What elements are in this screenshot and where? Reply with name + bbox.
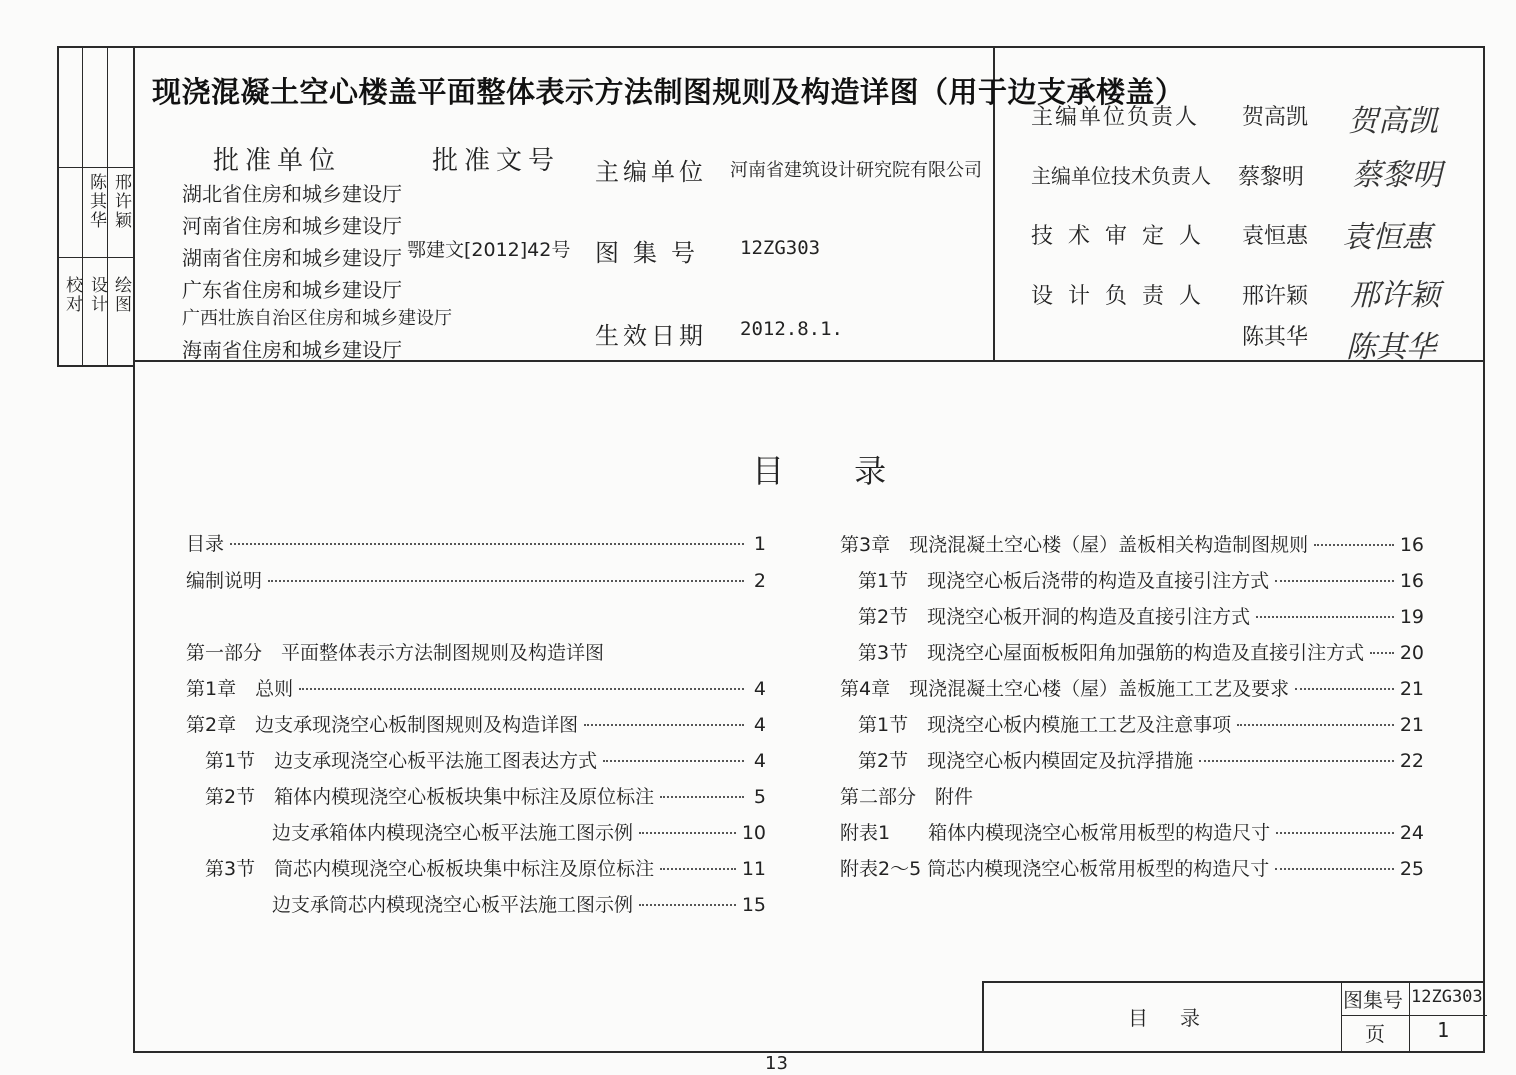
agency-guangdong: 广东省住房和城乡建设厅 <box>182 278 402 302</box>
date-value: 2012.8.1. <box>740 318 843 340</box>
title-block <box>982 981 1485 1051</box>
signature-cai-liming: 蔡黎明 <box>1352 158 1442 193</box>
toc-item-page: 25 <box>1399 858 1424 880</box>
toc-item-text: 第2章 边支承现浇空心板制图规则及构造详图 <box>186 714 579 736</box>
title-block-page-value: 1 <box>1437 1018 1450 1042</box>
title-block-label: 目 录 <box>1128 1006 1206 1030</box>
page-title: 现浇混凝土空心楼盖平面整体表示方法制图规则及构造详图（用于边支承楼盖） <box>152 75 1185 109</box>
toc-item[interactable] <box>186 529 766 556</box>
toc-item[interactable] <box>205 746 766 773</box>
toc-item[interactable] <box>858 710 1424 737</box>
atlas-value: 12ZG303 <box>740 237 821 259</box>
toc-item-page: 4 <box>753 750 766 772</box>
date-label: 生效日期 <box>595 322 707 350</box>
toc-item-page: 21 <box>1399 678 1424 700</box>
toc-item-text: 第1章 总则 <box>186 678 294 700</box>
toc-part-heading <box>840 782 989 809</box>
drafter-name: 邢许颖 <box>111 173 131 230</box>
signature-yuan-henghui: 袁恒惠 <box>1342 220 1432 255</box>
toc-item-page: 22 <box>1399 750 1424 772</box>
toc-item-text: 第1节 边支承现浇空心板平法施工图表达方式 <box>205 750 598 772</box>
toc-item[interactable] <box>272 818 766 845</box>
toc-item-text: 第3节 筒芯内模现浇空心板板块集中标注及原位标注 <box>205 858 655 880</box>
toc-item-text: 第一部分 平面整体表示方法制图规则及构造详图 <box>186 642 605 664</box>
toc-item-page: 19 <box>1399 606 1424 628</box>
toc-item-text: 第二部分 附件 <box>840 786 974 808</box>
designer-name: 陈其华 <box>86 173 106 230</box>
toc-item[interactable] <box>186 710 766 737</box>
name-xing-xuying: 邢许颖 <box>1242 284 1309 309</box>
name-yuan-henghui: 袁恒惠 <box>1242 224 1309 249</box>
sidebar-row-draw: 绘图 <box>111 276 131 314</box>
toc-item-page: 20 <box>1399 642 1424 664</box>
toc-item-text: 第4章 现浇混凝土空心楼（屋）盖板施工工艺及要求 <box>840 678 1290 700</box>
editor-value: 河南省建筑设计研究院有限公司 <box>730 160 982 181</box>
agency-hainan: 海南省住房和城乡建设厅 <box>182 338 402 362</box>
title-block-atlas-label: 图集号 <box>1343 988 1403 1012</box>
sidebar-row-proofread: 校对 <box>62 276 82 314</box>
title-block-page-label: 页 <box>1365 1022 1385 1046</box>
toc-item-text: 第3章 现浇混凝土空心楼（屋）盖板相关构造制图规则 <box>840 534 1309 556</box>
toc-item[interactable] <box>205 854 766 881</box>
editor-label: 主编单位 <box>595 158 707 186</box>
toc-part-heading <box>186 638 620 665</box>
role-tech-chief: 主编单位技术负责人 <box>1031 164 1211 188</box>
signature-chen-qihua: 陈其华 <box>1346 330 1436 365</box>
agency-henan: 河南省住房和城乡建设厅 <box>182 214 402 238</box>
toc-item[interactable] <box>840 854 1424 881</box>
toc-item[interactable] <box>840 530 1424 557</box>
toc-item-page: 1 <box>753 533 766 555</box>
approval-unit-label: 批准单位 <box>213 146 342 176</box>
name-chen-qihua: 陈其华 <box>1242 325 1309 350</box>
signature-sidebar <box>57 46 133 367</box>
toc-item-page: 4 <box>753 678 766 700</box>
toc-heading: 目 录 <box>752 452 917 490</box>
toc-item-text: 第2节 现浇空心板开洞的构造及直接引注方式 <box>858 606 1251 628</box>
toc-item-text: 目录 <box>186 533 225 555</box>
toc-item-page: 4 <box>753 714 766 736</box>
role-chief-unit: 主编单位负责人 <box>1031 105 1200 130</box>
toc-item[interactable] <box>858 566 1424 593</box>
toc-item-page: 10 <box>741 822 766 844</box>
toc-item-text: 第3节 现浇空心屋面板板阳角加强筋的构造及直接引注方式 <box>858 642 1365 664</box>
name-cai-liming: 蔡黎明 <box>1238 165 1305 190</box>
toc-item-page: 16 <box>1399 534 1424 556</box>
agency-hubei: 湖北省住房和城乡建设厅 <box>182 182 402 206</box>
toc-item-page: 16 <box>1399 570 1424 592</box>
agency-guangxi: 广西壮族自治区住房和城乡建设厅 <box>182 308 452 329</box>
toc-item-page: 11 <box>741 858 766 880</box>
toc-item[interactable] <box>186 674 766 701</box>
toc-item-text: 边支承箱体内模现浇空心板平法施工图示例 <box>272 822 634 844</box>
toc-item-text: 第1节 现浇空心板后浇带的构造及直接引注方式 <box>858 570 1270 592</box>
role-design-lead: 设计负责人 <box>1031 284 1217 309</box>
toc-item[interactable] <box>205 782 766 809</box>
toc-item[interactable] <box>840 674 1424 701</box>
toc-item-text: 附表1 箱体内模现浇空心板常用板型的构造尺寸 <box>840 822 1271 844</box>
signature-xing-xuying: 邢许颖 <box>1350 278 1440 313</box>
toc-item-text: 第2节 现浇空心板内模固定及抗浮措施 <box>858 750 1194 772</box>
role-reviewer: 技术审定人 <box>1031 224 1217 249</box>
toc-item-text: 附表2～5 筒芯内模现浇空心板常用板型的构造尺寸 <box>840 858 1270 880</box>
toc-item-text: 第1节 现浇空心板内模施工工艺及注意事项 <box>858 714 1232 736</box>
toc-item[interactable] <box>186 566 766 593</box>
toc-item-page: 2 <box>753 570 766 592</box>
footer-page-number: 13 <box>765 1053 788 1074</box>
toc-item[interactable] <box>858 746 1424 773</box>
toc-item-page: 21 <box>1399 714 1424 736</box>
toc-item-text: 边支承筒芯内模现浇空心板平法施工图示例 <box>272 894 634 916</box>
toc-item[interactable] <box>840 818 1424 845</box>
title-block-atlas-value: 12ZG303 <box>1411 987 1483 1007</box>
name-he-gaokai: 贺高凯 <box>1242 105 1309 130</box>
agency-hunan: 湖南省住房和城乡建设厅 <box>182 246 402 270</box>
toc-item-text: 第2节 箱体内模现浇空心板板块集中标注及原位标注 <box>205 786 655 808</box>
toc-item-page: 5 <box>753 786 766 808</box>
atlas-label: 图集号 <box>595 239 709 267</box>
sidebar-row-design: 设计 <box>87 276 107 314</box>
toc-item[interactable] <box>858 602 1424 629</box>
approval-doc-value: 鄂建文[2012]42号 <box>407 239 571 261</box>
toc-item[interactable] <box>858 638 1424 665</box>
approval-doc-label: 批准文号 <box>432 146 561 176</box>
toc-item-text: 编制说明 <box>186 570 263 592</box>
toc-item-page: 24 <box>1399 822 1424 844</box>
signature-he-gaokai: 贺高凯 <box>1348 104 1438 139</box>
toc-item[interactable] <box>272 890 766 917</box>
toc-item-page: 15 <box>741 894 766 916</box>
